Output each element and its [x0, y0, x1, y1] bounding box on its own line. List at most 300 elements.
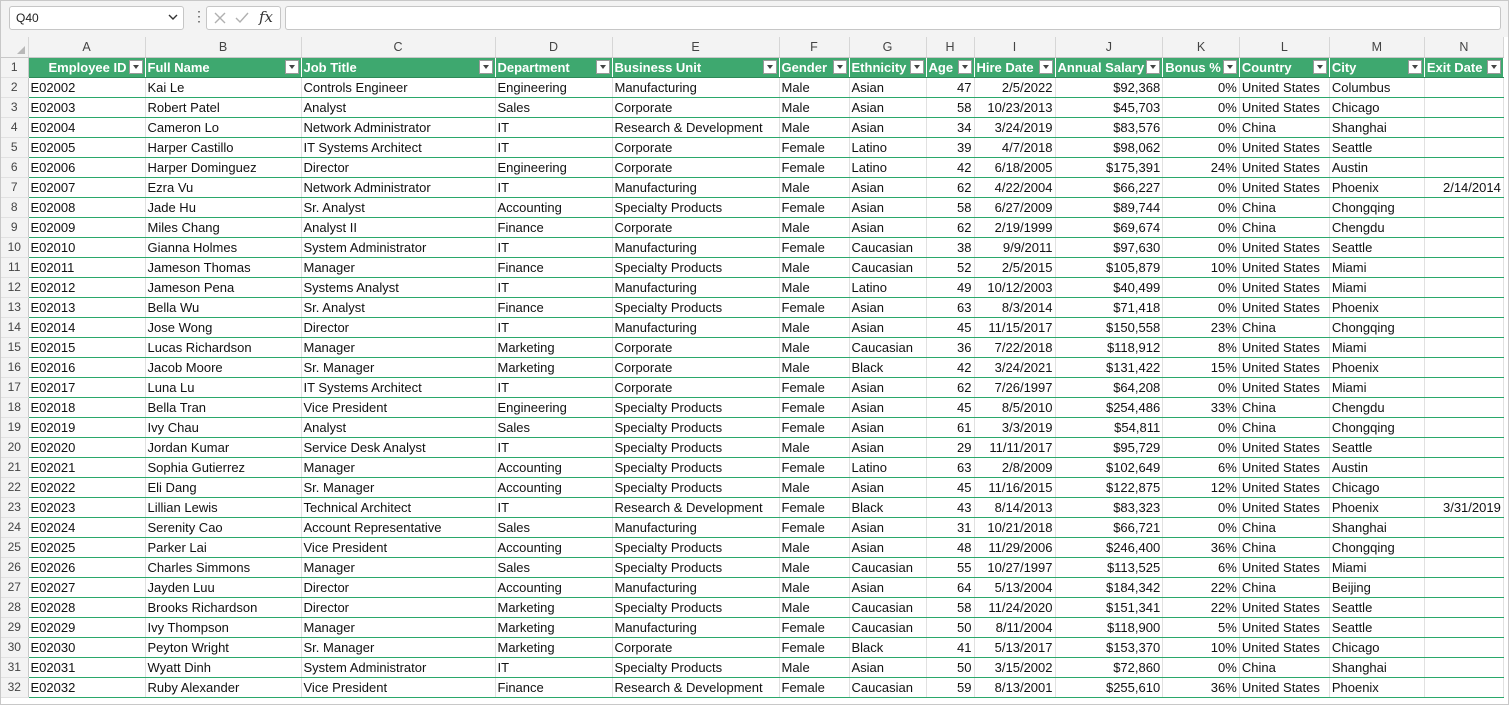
cell[interactable]: Bella Wu — [145, 297, 301, 317]
chevron-down-icon[interactable] — [167, 10, 179, 24]
table-header-cell[interactable] — [1055, 57, 1163, 77]
cell[interactable]: United States — [1239, 77, 1329, 97]
cell[interactable]: Asian — [849, 297, 926, 317]
column-header-g[interactable]: G — [849, 37, 926, 57]
row-header[interactable]: 13 — [1, 297, 28, 317]
filter-dropdown-icon[interactable] — [479, 60, 493, 74]
cell[interactable]: E02030 — [28, 637, 145, 657]
cell[interactable]: 47 — [926, 77, 974, 97]
table-header-cell[interactable] — [849, 57, 926, 77]
cell[interactable]: 0% — [1163, 497, 1240, 517]
cell[interactable]: 50 — [926, 617, 974, 637]
cell[interactable]: Chongqing — [1329, 417, 1424, 437]
cell[interactable]: 8/11/2004 — [974, 617, 1055, 637]
cell[interactable]: Engineering — [495, 157, 612, 177]
cell[interactable]: $105,879 — [1055, 257, 1163, 277]
cell[interactable]: Male — [779, 557, 849, 577]
table-header-cell[interactable] — [1329, 57, 1424, 77]
cell[interactable]: Accounting — [495, 197, 612, 217]
cell[interactable]: Chicago — [1329, 477, 1424, 497]
cell[interactable]: 0% — [1163, 137, 1240, 157]
cell[interactable]: Seattle — [1329, 597, 1424, 617]
cell[interactable] — [1424, 277, 1503, 297]
cell[interactable]: Female — [779, 397, 849, 417]
cell[interactable]: United States — [1239, 477, 1329, 497]
cell[interactable]: Chengdu — [1329, 217, 1424, 237]
cell[interactable]: Male — [779, 97, 849, 117]
cell[interactable]: $83,576 — [1055, 117, 1163, 137]
cell[interactable]: Latino — [849, 277, 926, 297]
row-header[interactable]: 31 — [1, 657, 28, 677]
cell[interactable]: Shanghai — [1329, 117, 1424, 137]
formula-input[interactable] — [285, 6, 1501, 30]
column-header-i[interactable]: I — [974, 37, 1055, 57]
cell[interactable]: E02032 — [28, 677, 145, 697]
cell[interactable]: Manufacturing — [612, 577, 779, 597]
cell[interactable]: System Administrator — [301, 237, 495, 257]
cell[interactable]: IT Systems Architect — [301, 137, 495, 157]
cell[interactable]: Specialty Products — [612, 457, 779, 477]
column-header-b[interactable]: B — [145, 37, 301, 57]
column-header-m[interactable]: M — [1329, 37, 1424, 57]
cell[interactable]: Chongqing — [1329, 197, 1424, 217]
cell[interactable]: Specialty Products — [612, 537, 779, 557]
cell[interactable]: Marketing — [495, 357, 612, 377]
cell[interactable]: Sophia Gutierrez — [145, 457, 301, 477]
insert-function-icon[interactable]: fx — [259, 8, 274, 26]
cell[interactable]: Sales — [495, 97, 612, 117]
cell[interactable]: Female — [779, 157, 849, 177]
cell[interactable]: $255,610 — [1055, 677, 1163, 697]
cell[interactable]: China — [1239, 657, 1329, 677]
cell[interactable]: Chengdu — [1329, 397, 1424, 417]
cell[interactable]: E02007 — [28, 177, 145, 197]
cell[interactable]: E02012 — [28, 277, 145, 297]
cell[interactable]: United States — [1239, 177, 1329, 197]
cell[interactable]: Chongqing — [1329, 537, 1424, 557]
cell[interactable]: $102,649 — [1055, 457, 1163, 477]
cell[interactable]: $122,875 — [1055, 477, 1163, 497]
cell[interactable]: $118,912 — [1055, 337, 1163, 357]
cell[interactable]: Specialty Products — [612, 417, 779, 437]
cell[interactable] — [1424, 157, 1503, 177]
cell[interactable]: Male — [779, 117, 849, 137]
cell[interactable] — [1424, 677, 1503, 697]
cell[interactable]: Charles Simmons — [145, 557, 301, 577]
cell[interactable]: 5% — [1163, 617, 1240, 637]
cell[interactable]: China — [1239, 397, 1329, 417]
row-header[interactable]: 28 — [1, 597, 28, 617]
cell[interactable]: Phoenix — [1329, 497, 1424, 517]
cell[interactable]: 36 — [926, 337, 974, 357]
cell[interactable]: Vice President — [301, 537, 495, 557]
cell[interactable]: Caucasian — [849, 677, 926, 697]
cell[interactable]: Ezra Vu — [145, 177, 301, 197]
cell[interactable]: Ivy Chau — [145, 417, 301, 437]
cell[interactable]: Male — [779, 477, 849, 497]
cell[interactable]: 0% — [1163, 97, 1240, 117]
cell[interactable]: United States — [1239, 557, 1329, 577]
cell[interactable]: United States — [1239, 377, 1329, 397]
cell[interactable]: 15% — [1163, 357, 1240, 377]
cell[interactable]: IT — [495, 277, 612, 297]
cell[interactable]: $246,400 — [1055, 537, 1163, 557]
cell[interactable]: 36% — [1163, 677, 1240, 697]
cell[interactable]: 5/13/2004 — [974, 577, 1055, 597]
cell[interactable]: 10/27/1997 — [974, 557, 1055, 577]
cell[interactable] — [1424, 657, 1503, 677]
cell[interactable]: E02006 — [28, 157, 145, 177]
cell[interactable]: Shanghai — [1329, 657, 1424, 677]
cell[interactable]: 43 — [926, 497, 974, 517]
cell[interactable]: Parker Lai — [145, 537, 301, 557]
filter-dropdown-icon[interactable] — [1223, 60, 1237, 74]
cell[interactable]: Asian — [849, 197, 926, 217]
cell[interactable]: 45 — [926, 477, 974, 497]
row-header[interactable]: 11 — [1, 257, 28, 277]
cell[interactable]: Manager — [301, 457, 495, 477]
cell[interactable]: Sr. Manager — [301, 357, 495, 377]
cell[interactable]: Austin — [1329, 457, 1424, 477]
cell[interactable]: 2/8/2009 — [974, 457, 1055, 477]
cell[interactable] — [1424, 537, 1503, 557]
cell[interactable]: 10% — [1163, 637, 1240, 657]
cell[interactable]: United States — [1239, 237, 1329, 257]
cell[interactable]: Miles Chang — [145, 217, 301, 237]
cell[interactable]: 3/31/2019 — [1424, 497, 1503, 517]
filter-dropdown-icon[interactable] — [129, 60, 143, 74]
cell[interactable]: Corporate — [612, 337, 779, 357]
cell[interactable]: Miami — [1329, 277, 1424, 297]
cell[interactable]: 2/5/2015 — [974, 257, 1055, 277]
cell[interactable]: Technical Architect — [301, 497, 495, 517]
filter-dropdown-icon[interactable] — [910, 60, 924, 74]
cell[interactable]: 45 — [926, 317, 974, 337]
cell[interactable] — [1424, 557, 1503, 577]
cell[interactable]: United States — [1239, 357, 1329, 377]
cell[interactable]: 12% — [1163, 477, 1240, 497]
cell[interactable] — [1424, 117, 1503, 137]
cell[interactable] — [1424, 517, 1503, 537]
filter-dropdown-icon[interactable] — [763, 60, 777, 74]
cell[interactable]: Manufacturing — [612, 177, 779, 197]
cell[interactable]: 0% — [1163, 517, 1240, 537]
cell[interactable] — [1424, 417, 1503, 437]
cell[interactable]: Male — [779, 77, 849, 97]
cell[interactable]: 6% — [1163, 557, 1240, 577]
enter-icon[interactable] — [234, 10, 250, 26]
cell[interactable] — [1424, 597, 1503, 617]
cell[interactable]: Harper Castillo — [145, 137, 301, 157]
cell[interactable]: Specialty Products — [612, 557, 779, 577]
cell[interactable]: Research & Development — [612, 117, 779, 137]
row-header[interactable]: 24 — [1, 517, 28, 537]
cell[interactable]: $66,227 — [1055, 177, 1163, 197]
filter-dropdown-icon[interactable] — [1146, 60, 1160, 74]
cell[interactable]: Ivy Thompson — [145, 617, 301, 637]
cell[interactable] — [1424, 317, 1503, 337]
cell[interactable]: Asian — [849, 177, 926, 197]
cell[interactable]: Specialty Products — [612, 397, 779, 417]
cell[interactable]: E02002 — [28, 77, 145, 97]
cell[interactable]: $69,674 — [1055, 217, 1163, 237]
cell[interactable]: 11/11/2017 — [974, 437, 1055, 457]
cell[interactable]: $64,208 — [1055, 377, 1163, 397]
cell[interactable]: Kai Le — [145, 77, 301, 97]
cell[interactable]: Male — [779, 177, 849, 197]
table-header-cell[interactable] — [779, 57, 849, 77]
cell[interactable]: Phoenix — [1329, 357, 1424, 377]
cell[interactable]: Network Administrator — [301, 177, 495, 197]
cell[interactable]: Male — [779, 657, 849, 677]
cell[interactable]: 6/18/2005 — [974, 157, 1055, 177]
cell[interactable] — [1424, 617, 1503, 637]
cell[interactable]: 22% — [1163, 577, 1240, 597]
cell[interactable]: Asian — [849, 217, 926, 237]
cell[interactable]: 10/23/2013 — [974, 97, 1055, 117]
cell[interactable]: 4/7/2018 — [974, 137, 1055, 157]
cell[interactable]: Seattle — [1329, 237, 1424, 257]
cell[interactable]: E02025 — [28, 537, 145, 557]
table-header-cell[interactable] — [974, 57, 1055, 77]
cell[interactable]: 58 — [926, 97, 974, 117]
cell[interactable] — [1424, 477, 1503, 497]
cell[interactable]: 38 — [926, 237, 974, 257]
cell[interactable]: 10% — [1163, 257, 1240, 277]
cell[interactable]: E02029 — [28, 617, 145, 637]
cell[interactable]: E02004 — [28, 117, 145, 137]
cell[interactable]: Manager — [301, 337, 495, 357]
cell[interactable]: Chicago — [1329, 637, 1424, 657]
cell[interactable]: Female — [779, 517, 849, 537]
column-header-l[interactable]: L — [1239, 37, 1329, 57]
cell[interactable]: $95,729 — [1055, 437, 1163, 457]
cell[interactable]: Miami — [1329, 377, 1424, 397]
cell[interactable]: Cameron Lo — [145, 117, 301, 137]
cell[interactable]: Manufacturing — [612, 617, 779, 637]
cell[interactable]: Female — [779, 197, 849, 217]
cell[interactable]: China — [1239, 517, 1329, 537]
cell[interactable]: Wyatt Dinh — [145, 657, 301, 677]
cell[interactable]: E02024 — [28, 517, 145, 537]
row-header[interactable]: 21 — [1, 457, 28, 477]
cell[interactable]: 9/9/2011 — [974, 237, 1055, 257]
cell[interactable]: 50 — [926, 657, 974, 677]
cell[interactable]: 31 — [926, 517, 974, 537]
cell[interactable]: 0% — [1163, 177, 1240, 197]
cell[interactable]: $113,525 — [1055, 557, 1163, 577]
cell[interactable]: Female — [779, 677, 849, 697]
cell[interactable]: Peyton Wright — [145, 637, 301, 657]
cell[interactable] — [1424, 77, 1503, 97]
cell[interactable]: $66,721 — [1055, 517, 1163, 537]
cell[interactable]: China — [1239, 117, 1329, 137]
cell[interactable]: E02027 — [28, 577, 145, 597]
cell[interactable] — [1424, 337, 1503, 357]
cell[interactable]: Jacob Moore — [145, 357, 301, 377]
cell[interactable]: E02011 — [28, 257, 145, 277]
cell[interactable]: 3/15/2002 — [974, 657, 1055, 677]
row-header[interactable]: 7 — [1, 177, 28, 197]
cell[interactable]: United States — [1239, 277, 1329, 297]
cell[interactable]: $97,630 — [1055, 237, 1163, 257]
cell[interactable]: Latino — [849, 157, 926, 177]
cell[interactable]: 11/16/2015 — [974, 477, 1055, 497]
cell[interactable]: Analyst II — [301, 217, 495, 237]
column-header-a[interactable]: A — [28, 37, 145, 57]
row-header[interactable]: 1 — [1, 57, 28, 77]
row-header[interactable]: 22 — [1, 477, 28, 497]
cell[interactable]: E02026 — [28, 557, 145, 577]
cancel-icon[interactable] — [212, 10, 228, 26]
cell[interactable] — [1424, 257, 1503, 277]
cell[interactable]: Network Administrator — [301, 117, 495, 137]
cell[interactable]: Male — [779, 597, 849, 617]
cell[interactable] — [1424, 577, 1503, 597]
table-header-cell[interactable] — [28, 57, 145, 77]
cell[interactable]: Columbus — [1329, 77, 1424, 97]
row-header[interactable]: 9 — [1, 217, 28, 237]
cell[interactable]: Bella Tran — [145, 397, 301, 417]
cell[interactable]: 0% — [1163, 657, 1240, 677]
cell[interactable]: United States — [1239, 597, 1329, 617]
cell[interactable]: 0% — [1163, 217, 1240, 237]
cell[interactable]: 59 — [926, 677, 974, 697]
cell[interactable]: 6/27/2009 — [974, 197, 1055, 217]
cell[interactable]: Robert Patel — [145, 97, 301, 117]
cell[interactable]: 4/22/2004 — [974, 177, 1055, 197]
table-header-cell[interactable] — [495, 57, 612, 77]
cell[interactable]: Male — [779, 577, 849, 597]
table-header-cell[interactable] — [612, 57, 779, 77]
cell[interactable]: Male — [779, 357, 849, 377]
column-header-d[interactable]: D — [495, 37, 612, 57]
cell[interactable]: 0% — [1163, 297, 1240, 317]
cell[interactable]: Sales — [495, 517, 612, 537]
cell[interactable]: E02003 — [28, 97, 145, 117]
cell[interactable]: Vice President — [301, 677, 495, 697]
cell[interactable]: IT — [495, 497, 612, 517]
cell[interactable]: Accounting — [495, 577, 612, 597]
cell[interactable]: E02008 — [28, 197, 145, 217]
cell[interactable]: Finance — [495, 297, 612, 317]
cell[interactable]: E02031 — [28, 657, 145, 677]
cell[interactable]: Asian — [849, 477, 926, 497]
cell[interactable] — [1424, 437, 1503, 457]
cell[interactable]: Beijing — [1329, 577, 1424, 597]
cell[interactable]: Corporate — [612, 637, 779, 657]
cell[interactable]: 42 — [926, 357, 974, 377]
cell[interactable]: $92,368 — [1055, 77, 1163, 97]
row-header[interactable]: 26 — [1, 557, 28, 577]
cell[interactable]: United States — [1239, 677, 1329, 697]
cell[interactable]: China — [1239, 537, 1329, 557]
cell[interactable]: Asian — [849, 317, 926, 337]
cell[interactable]: Caucasian — [849, 257, 926, 277]
row-header[interactable]: 20 — [1, 437, 28, 457]
cell[interactable]: Jayden Luu — [145, 577, 301, 597]
cell[interactable]: Austin — [1329, 157, 1424, 177]
cell[interactable]: Female — [779, 137, 849, 157]
cell[interactable]: Sr. Analyst — [301, 297, 495, 317]
cell[interactable]: Gianna Holmes — [145, 237, 301, 257]
cell[interactable]: 0% — [1163, 277, 1240, 297]
cell[interactable]: E02018 — [28, 397, 145, 417]
cell[interactable]: E02023 — [28, 497, 145, 517]
cell[interactable]: Specialty Products — [612, 477, 779, 497]
cell[interactable]: Caucasian — [849, 557, 926, 577]
cell[interactable]: Corporate — [612, 97, 779, 117]
cell[interactable]: Sales — [495, 557, 612, 577]
cell[interactable]: 42 — [926, 157, 974, 177]
cell[interactable]: $45,703 — [1055, 97, 1163, 117]
cell[interactable]: Asian — [849, 537, 926, 557]
cell[interactable]: Asian — [849, 437, 926, 457]
cell[interactable]: China — [1239, 577, 1329, 597]
cell[interactable]: Engineering — [495, 77, 612, 97]
cell[interactable]: Finance — [495, 677, 612, 697]
cell[interactable]: E02016 — [28, 357, 145, 377]
cell[interactable]: 49 — [926, 277, 974, 297]
cell[interactable]: 23% — [1163, 317, 1240, 337]
cell[interactable]: 36% — [1163, 537, 1240, 557]
cell[interactable]: Director — [301, 157, 495, 177]
cell[interactable]: Miami — [1329, 337, 1424, 357]
cell[interactable]: Jameson Thomas — [145, 257, 301, 277]
cell[interactable]: Corporate — [612, 137, 779, 157]
cell[interactable]: 2/5/2022 — [974, 77, 1055, 97]
row-header[interactable]: 29 — [1, 617, 28, 637]
cell[interactable]: Sr. Analyst — [301, 197, 495, 217]
cell[interactable]: China — [1239, 417, 1329, 437]
cell[interactable]: E02013 — [28, 297, 145, 317]
cell[interactable] — [1424, 457, 1503, 477]
cell[interactable]: Chicago — [1329, 97, 1424, 117]
cell[interactable]: United States — [1239, 297, 1329, 317]
cell[interactable]: Phoenix — [1329, 177, 1424, 197]
cell[interactable]: $150,558 — [1055, 317, 1163, 337]
cell[interactable]: E02005 — [28, 137, 145, 157]
cell[interactable]: Male — [779, 437, 849, 457]
cell[interactable]: 2/14/2014 — [1424, 177, 1503, 197]
more-options-icon[interactable]: ⋮ — [192, 8, 206, 24]
table-header-cell[interactable] — [1163, 57, 1240, 77]
cell[interactable]: Female — [779, 617, 849, 637]
cell[interactable]: Eli Dang — [145, 477, 301, 497]
filter-dropdown-icon[interactable] — [958, 60, 972, 74]
row-header[interactable]: 23 — [1, 497, 28, 517]
column-header-j[interactable]: J — [1055, 37, 1163, 57]
cell[interactable]: Manufacturing — [612, 77, 779, 97]
row-header[interactable]: 12 — [1, 277, 28, 297]
row-header[interactable]: 27 — [1, 577, 28, 597]
filter-dropdown-icon[interactable] — [285, 60, 299, 74]
cell[interactable]: 34 — [926, 117, 974, 137]
cell[interactable]: Harper Dominguez — [145, 157, 301, 177]
row-header[interactable]: 2 — [1, 77, 28, 97]
cell[interactable]: Sales — [495, 417, 612, 437]
cell[interactable]: E02017 — [28, 377, 145, 397]
cell[interactable]: E02020 — [28, 437, 145, 457]
cell[interactable]: 11/24/2020 — [974, 597, 1055, 617]
cell[interactable]: 63 — [926, 297, 974, 317]
cell[interactable]: Finance — [495, 217, 612, 237]
cell[interactable]: China — [1239, 197, 1329, 217]
filter-dropdown-icon[interactable] — [1313, 60, 1327, 74]
cell[interactable]: Jade Hu — [145, 197, 301, 217]
cell[interactable]: 8/5/2010 — [974, 397, 1055, 417]
cell[interactable] — [1424, 217, 1503, 237]
